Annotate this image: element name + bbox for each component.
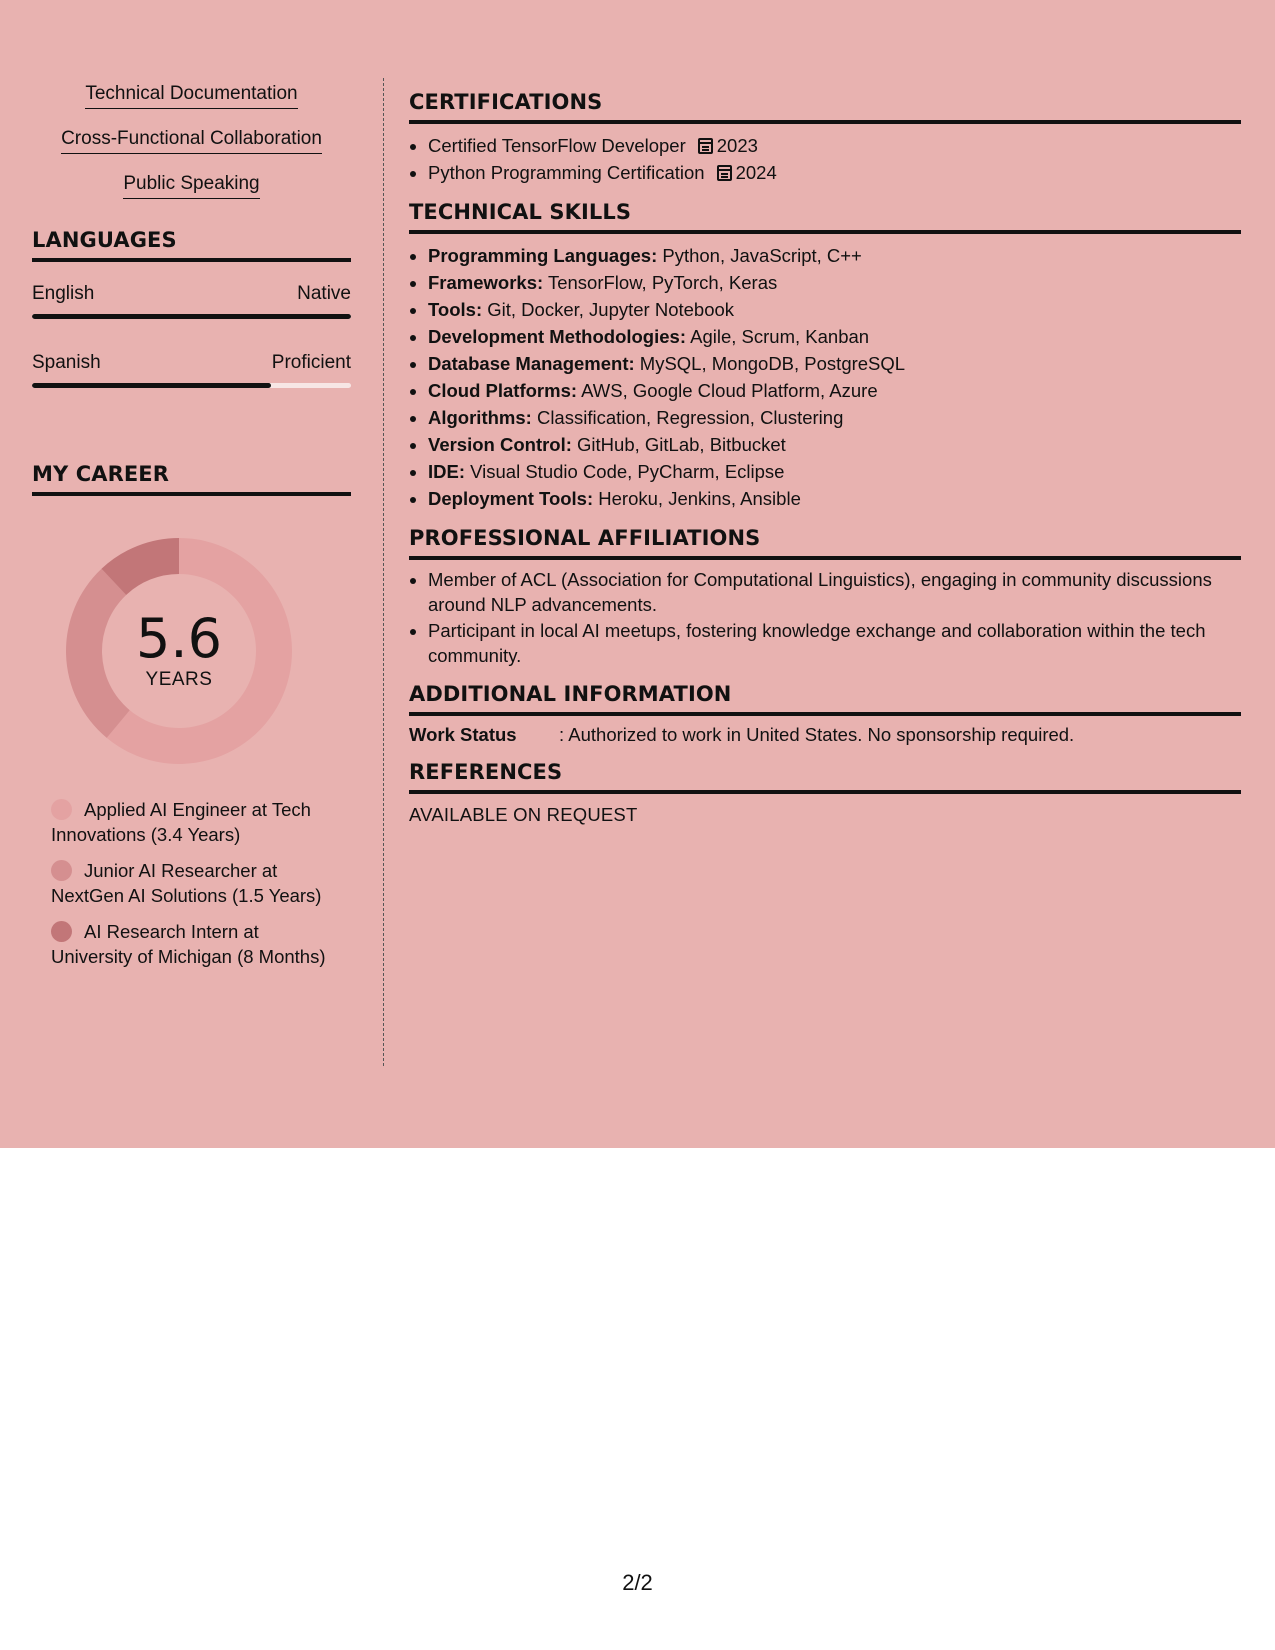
additional-info-heading: ADDITIONAL INFORMATION — [409, 682, 1241, 716]
certifications-heading: CERTIFICATIONS — [409, 90, 1241, 124]
language-level: Native — [297, 283, 351, 304]
technical-skill-item: • Algorithms: Classification, Regression, Clustering — [428, 404, 1241, 431]
references-section — [409, 760, 1241, 826]
soft-skill-item: Technical Documentation — [32, 82, 351, 127]
calendar-icon — [717, 165, 732, 181]
certifications-section — [409, 90, 1241, 186]
language-proficiency-bar — [32, 314, 351, 319]
affiliation-item: • Participant in local AI meetups, fostering knowledge exchange and collaboration within the tech community. — [428, 619, 1241, 668]
language-english — [32, 283, 351, 319]
language-name: Spanish — [32, 352, 101, 373]
soft-skill-item: Public Speaking — [32, 172, 351, 217]
career-total-years: 5.6 — [136, 607, 222, 670]
language-proficiency-bar — [32, 383, 351, 388]
career-total-unit: YEARS — [145, 669, 213, 690]
technical-skill-item: • IDE: Visual Studio Code, PyCharm, Eclipse — [428, 458, 1241, 485]
certification-item: • Certified TensorFlow Developer 2023 — [428, 132, 1241, 159]
technical-skill-item: • Programming Languages: Python, JavaScript, C++ — [428, 242, 1241, 269]
left-column — [32, 82, 351, 981]
technical-skill-item: • Database Management: MySQL, MongoDB, PostgreSQL — [428, 350, 1241, 377]
certification-item: • Python Programming Certification 2024 — [428, 159, 1241, 186]
right-column — [409, 90, 1241, 840]
references-heading: REFERENCES — [409, 760, 1241, 794]
technical-skills-heading: TECHNICAL SKILLS — [409, 200, 1241, 234]
work-status-label: Work Status — [409, 724, 517, 745]
career-legend-item: Applied AI Engineer at Tech Innovations (3.4 Years) — [51, 799, 311, 845]
technical-skill-item: • Development Methodologies: Agile, Scrum, Kanban — [428, 323, 1241, 350]
career-legend-item: AI Research Intern at University of Michigan (8 Months) — [51, 921, 326, 967]
career-heading: MY CAREER — [32, 462, 351, 496]
page-number: 2/2 — [622, 1570, 653, 1595]
affiliation-item: • Member of ACL (Association for Computational Linguistics), engaging in community discussions around NLP advancements. — [428, 568, 1241, 617]
technical-skill-item: • Frameworks: TensorFlow, PyTorch, Keras — [428, 269, 1241, 296]
technical-skill-item: • Version Control: GitHub, GitLab, Bitbucket — [428, 431, 1241, 458]
work-status-row — [409, 724, 1241, 746]
affiliations-heading: PROFESSIONAL AFFILIATIONS — [409, 526, 1241, 560]
additional-info-section — [409, 682, 1241, 746]
technical-skills-section — [409, 200, 1241, 512]
technical-skill-item: • Tools: Git, Docker, Jupyter Notebook — [428, 296, 1241, 323]
career-legend-item: Junior AI Researcher at NextGen AI Solutions (1.5 Years) — [51, 860, 322, 906]
career-legend — [32, 798, 351, 969]
career-donut-chart — [66, 538, 292, 764]
legend-swatch — [51, 860, 72, 881]
soft-skill-item: Cross-Functional Collaboration — [32, 127, 351, 172]
language-name: English — [32, 283, 95, 304]
language-spanish — [32, 352, 351, 388]
technical-skill-item: • Cloud Platforms: AWS, Google Cloud Platform, Azure — [428, 377, 1241, 404]
affiliations-section — [409, 526, 1241, 668]
languages-heading: LANGUAGES — [32, 228, 351, 262]
work-status-value: : Authorized to work in United States. No sponsorship required. — [559, 724, 1075, 745]
legend-swatch — [51, 799, 72, 820]
calendar-icon — [698, 138, 713, 154]
technical-skill-item: • Deployment Tools: Heroku, Jenkins, Ansible — [428, 485, 1241, 512]
references-text: AVAILABLE ON REQUEST — [409, 804, 638, 825]
legend-swatch — [51, 921, 72, 942]
language-level: Proficient — [271, 352, 351, 373]
column-divider — [383, 78, 384, 1066]
